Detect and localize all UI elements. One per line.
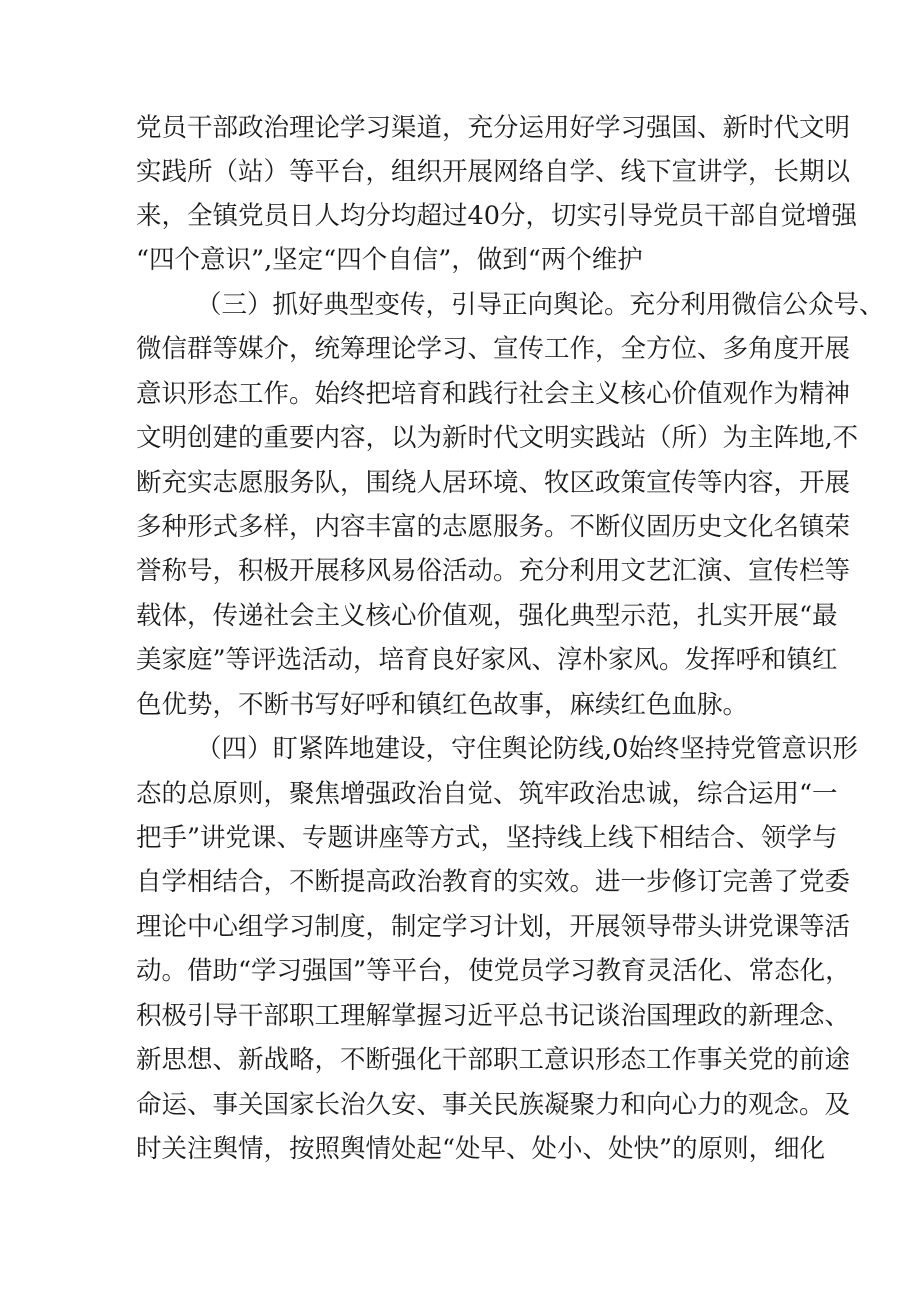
text-line: 新思想、新战略，不断强化干部职工意识形态工作事关党的前途 (136, 1045, 851, 1075)
text-line: 美家庭”等评选活动，培育良好家风、淳朴家风。发挥呼和镇红 (136, 645, 838, 675)
text-line: 誉称号，积极开展移风易俗活动。充分利用文艺汇演、宣传栏等 (136, 556, 851, 586)
text-line: 微信群等媒介，统筹理论学习、宣传工作，全方位、多角度开展 (136, 334, 851, 364)
text-line: 实践所（站）等平台，组织开展网络自学、线下宣讲学，长期以 (136, 157, 851, 187)
text-line: 把手”讲党课、专题讲座等方式，坚持线上线下相结合、领学与 (136, 823, 838, 853)
text-line: 自学相结合，不断提高政治教育的实效。进一步修订完善了党委 (136, 867, 851, 897)
text-line: 色优势，不断书写好呼和镇红色故事，麻续红色血脉。 (136, 690, 749, 720)
text-line: 态的总原则，聚焦增强政治自觉、筑牢政治忠诚，综合运用“一 (136, 779, 838, 809)
text-line: 文明创建的重要内容，以为新时代文明实践站（所）为主阵地,不 (136, 423, 859, 453)
text-line: 载体，传递社会主义核心价值观，强化典型示范，扎实开展“最 (136, 601, 838, 631)
text-line: “四个意识”,坚定“四个自信”，做到“两个维护 (136, 245, 643, 275)
text-line: 来，全镇党员日人均分均超过40分，切实引导党员干部自觉增强 (136, 201, 857, 231)
text-line: 积极引导干部职工理解掌握习近平总书记谈治国理政的新理念、 (136, 1001, 851, 1031)
text-line: 多种形式多样，内容丰富的志愿服务。不断仪固历史文化名镇荣 (136, 512, 851, 542)
text-line: 时关注舆情，按照舆情处起“处早、处小、处快”的原则，细化 (136, 1134, 826, 1164)
section-heading-4: （四）盯紧阵地建设，守住舆论防线,0始终坚持党管意识形 (196, 734, 858, 764)
text-line: 断充实志愿服务队，围绕人居环境、牧区政策宣传等内容，开展 (136, 468, 851, 498)
text-line: 意识形态工作。始终把培育和践行社会主义核心价值观作为精神 (136, 379, 851, 409)
section-heading-3: （三）抓好典型变传，引导正向舆论。充分利用微信公众号、 (196, 290, 885, 320)
text-line: 命运、事关国家长治久安、事关民族凝聚力和向心力的观念。及 (136, 1090, 851, 1120)
text-line: 动。借助“学习强国”等平台，使党员学习教育灵活化、常态化， (136, 956, 851, 986)
text-line: 党员干部政治理论学习渠道，充分运用好学习强国、新时代文明 (136, 113, 851, 143)
text-line: 理论中心组学习制度，制定学习计划，开展领导带头讲党课等活 (136, 912, 851, 942)
